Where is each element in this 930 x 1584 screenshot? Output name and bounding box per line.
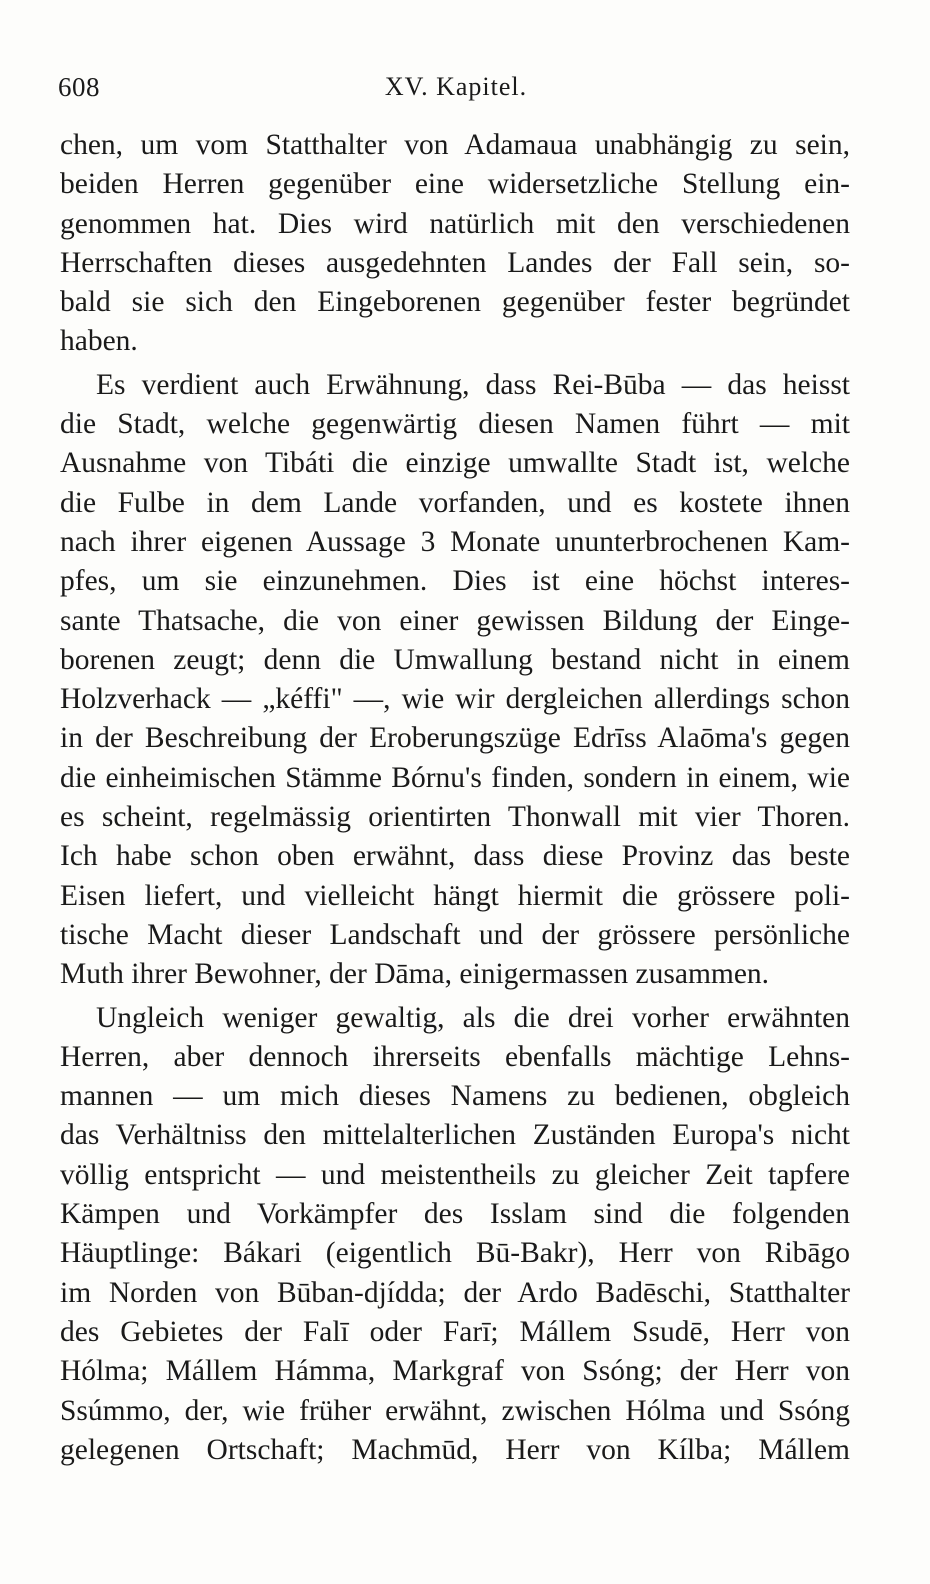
text-line: die Stadt, welche gegenwärtig diesen Namen führt — mit — [60, 408, 850, 441]
paragraph-2 — [60, 366, 850, 995]
text-line: borenen zeugt; denn die Umwallung bestand nicht in einem — [60, 643, 850, 676]
page-number: 608 — [58, 72, 100, 102]
text-line: mannen — um mich dieses Namens zu bedienen, obgleich — [60, 1080, 850, 1113]
text-line: Ungleich weniger gewaltig, als die drei vorher erwähnten — [96, 1001, 850, 1034]
text-line: beiden Herren gegenüber eine widersetzliche Stellung ein- — [60, 168, 850, 201]
text-line: Häuptlinge: Bákari (eigentlich Bū-Bakr), Herr von Ribāgo — [60, 1237, 850, 1270]
text-line: genommen hat. Dies wird natürlich mit den verschiedenen — [60, 207, 850, 240]
text-line: Holzverhack — „kéffi" —, wie wir dergleichen allerdings schon — [60, 683, 850, 716]
text-line: Ausnahme von Tibáti die einzige umwallte Stadt ist, welche — [60, 447, 850, 480]
text-line: Kämpen und Vorkämpfer des Isslam sind die folgenden — [60, 1198, 850, 1231]
text-line: in der Beschreibung der Eroberungszüge Edrīss Alaōma's gegen — [60, 722, 850, 755]
text-line: es scheint, regelmässig orientirten Thonwall mit vier Thoren. — [60, 801, 850, 834]
text-line: Ich habe schon oben erwähnt, dass diese Provinz das beste — [60, 840, 850, 873]
page-header — [58, 72, 854, 112]
text-line: die Fulbe in dem Lande vorfanden, und es kostete ihnen — [60, 486, 850, 519]
text-line: chen, um vom Statthalter von Adamaua unabhängig zu sein, — [60, 129, 850, 161]
text-line: haben. — [60, 325, 138, 358]
text-line: sante Thatsache, die von einer gewissen Bildung der Einge- — [60, 604, 850, 637]
paragraph-1 — [60, 126, 850, 362]
text-line: im Norden von Būban-djídda; der Ardo Badēschi, Statthalter — [60, 1276, 850, 1309]
text-line: Herren, aber dennoch ihrerseits ebenfalls mächtige Lehns- — [60, 1040, 850, 1073]
body-text — [60, 126, 850, 1474]
running-head: XV. Kapitel. — [384, 72, 528, 101]
text-line: nach ihrer eigenen Aussage 3 Monate ununterbrochenen Kam- — [60, 525, 850, 558]
text-line: des Gebietes der Falī oder Farī; Mállem Ssudē, Herr von — [60, 1315, 850, 1348]
text-line: völlig entspricht — und meistentheils zu gleicher Zeit tapfere — [60, 1158, 850, 1191]
text-line: Hólma; Mállem Hámma, Markgraf von Ssóng; der Herr von — [60, 1355, 850, 1388]
paragraph-3 — [60, 999, 850, 1471]
text-line: gelegenen Ortschaft; Machmūd, Herr von Kílba; Mállem — [60, 1433, 850, 1466]
text-line: die einheimischen Stämme Bórnu's finden, sondern in einem, wie — [60, 761, 850, 794]
text-line: das Verhältniss den mittelalterlichen Zuständen Europa's nicht — [60, 1119, 850, 1152]
text-line: Herrschaften dieses ausgedehnten Landes der Fall sein, so- — [60, 246, 850, 279]
text-line: Es verdient auch Erwähnung, dass Rei-Būba — das heisst — [96, 368, 850, 401]
text-line: Muth ihrer Bewohner, der Dāma, einigermassen zusammen. — [60, 958, 770, 991]
text-line: Eisen liefert, und vielleicht hängt hiermit die grössere poli- — [60, 879, 850, 912]
text-line: tische Macht dieser Landschaft und der grössere persönliche — [60, 918, 850, 951]
text-line: pfes, um sie einzunehmen. Dies ist eine höchst interes- — [60, 565, 850, 598]
text-line: Ssúmmo, der, wie früher erwähnt, zwischen Hólma und Ssóng — [60, 1394, 850, 1427]
text-line: bald sie sich den Eingeborenen gegenüber fester begründet — [60, 286, 850, 319]
